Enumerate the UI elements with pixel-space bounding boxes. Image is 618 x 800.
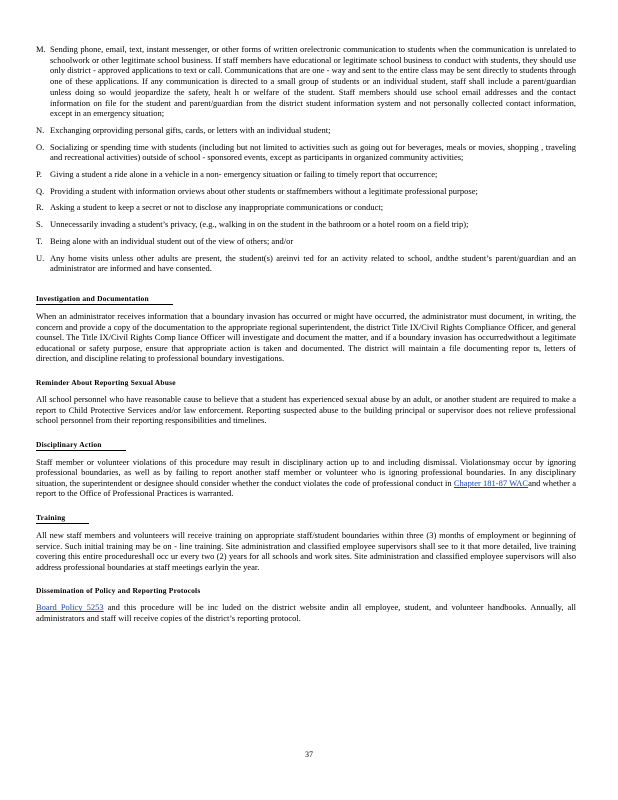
list-item-u bbox=[36, 253, 576, 274]
disciplinary-text-before: Staff member or volunteer violations of this procedure may result in disciplinary action up to and including dismissal. Violationsmay occur by ignoring professional boundaries, as well as by failing to report another staff member or volunteer who is ignoring professional boundaries. In any disciplinary situation, the superintendent or designee should consider whether the conduct violates the code of professional conduct in bbox=[36, 456, 576, 488]
list-label: U. bbox=[36, 252, 45, 263]
wac-chapter-link[interactable]: Chapter 181-87 WAC bbox=[453, 477, 529, 488]
list-text: Sending phone, email, text, instant messenger, or other forms of written orelectronic communication to students when the communication is unrelated to schoolwork or other legitimate school business. If staff members have educational or legitimate school business to conduct with students, they should use only district - approved applications to text or call. Communications that are one - way and sent to the entire class may be sent directly to students through one of these applications. If any communication is directed to a small group of students or an individual student, staff shall include a parent/guardian unless doing so would jeopardize the safety, healt h or welfare of the student. Staff members should use school email addresses and the contact information on file for the student and parent/guardian from the district student information system and not personally collected contact information, except in an emergency situation; bbox=[50, 44, 576, 119]
section-text-investigation: When an administrator receives information that a boundary invasion has occurred or might have occurred, the administrator must document, in writing, the concern and provide a copy of the documentation to the appropriate regional superintendent, the district Title IX/Civil Rights Compliance Officer, and general counsel. The Title IX/Civil Rights Comp liance Officer will investigate and document the matter, and if a boundary invasion has occurredwithout a legitimate educational or safety purpose, ensure that appropriate action is taken and documented. The district will maintain a file documenting repor ts, letters of direction, and discipline relating to professional boundary investigations. bbox=[36, 310, 576, 364]
list-item-q bbox=[36, 186, 576, 197]
list-item-s bbox=[36, 219, 576, 230]
list-item-r bbox=[36, 202, 576, 213]
document-page bbox=[36, 44, 576, 624]
list-text: Being alone with an individual student out of the view of others; and/or bbox=[50, 235, 294, 246]
section-heading-investigation: Investigation and Documentation bbox=[36, 294, 173, 305]
section-heading-disciplinary: Disciplinary Action bbox=[36, 440, 126, 451]
list-item-t bbox=[36, 236, 576, 247]
list-item-n bbox=[36, 125, 576, 136]
list-text: Exchanging orproviding personal gifts, cards, or letters with an individual student; bbox=[50, 124, 331, 135]
board-policy-link[interactable]: Board Policy 5253 bbox=[36, 602, 104, 613]
list-text: Giving a student a ride alone in a vehicle in a non- emergency situation or failing to timely report that occurrence; bbox=[50, 169, 438, 180]
list-text: Any home visits unless other adults are present, the student(s) areinvi ted for an activity related to school, andthe student’s parent/guardian and an administrator are informed and have consented. bbox=[50, 252, 576, 274]
section-text-reminder: All school personnel who have reasonable cause to believe that a student has experienced sexual abuse by an adult, or another student are required to make a report to Child Protective Services and/or law enforcement. Reporting suspected abuse to the building principal or supervisor does not relieve professional school personnel from their reporting responsibilities and timelines. bbox=[36, 393, 576, 426]
section-heading-dissemination: Dissemination of Policy and Reporting Protocols bbox=[36, 586, 201, 596]
section-text-training: All new staff members and volunteers will receive training on appropriate staff/student boundaries within three (3) months of employment or beginning of service. Such initial training may be on - line training. Site administration and classified employee supervisors shall see to it that more detailed, live training covering this entire procedureshall occ ur every two (2) years for all schools and work sites. Site administration and classified employee supervisors will also address professional boundaries at staff meetings earlyin the year. bbox=[36, 530, 576, 572]
section-heading-reminder: Reminder About Reporting Sexual Abuse bbox=[36, 377, 176, 387]
list-label: T. bbox=[36, 235, 43, 246]
list-item-m bbox=[36, 44, 576, 119]
list-text: Asking a student to keep a secret or not to disclose any inappropriate communications or conduct; bbox=[50, 202, 384, 213]
list-label: O. bbox=[36, 141, 45, 152]
list-label: P. bbox=[36, 169, 42, 180]
list-label: R. bbox=[36, 202, 44, 213]
list-item-p bbox=[36, 169, 576, 180]
list-label: S. bbox=[36, 219, 43, 230]
list-label: Q. bbox=[36, 185, 45, 196]
page-number: 37 bbox=[305, 750, 313, 759]
section-text-disciplinary bbox=[36, 457, 576, 499]
disciplinary-text-after: and whether a report to the Office of Professional Practices is warranted. bbox=[36, 477, 576, 499]
section-text-dissemination bbox=[36, 602, 576, 623]
list-text: Providing a student with information orviews about other students or staffmembers without a legitimate professional purpose; bbox=[50, 185, 478, 196]
list-label: N. bbox=[36, 124, 45, 135]
dissemination-text: and this procedure will be inc luded on the district website andin all employee, student, and volunteer handbooks. Annually, all administrators and staff will receive copies of the district’s reporting protocol. bbox=[36, 602, 576, 624]
list-text: Socializing or spending time with students (including but not limited to activities such as going out for beverages, meals or movies, shopping , traveling and recreational activities) outside of school - sponsored events, except as participants in organized community activities; bbox=[50, 141, 576, 163]
list-item-o bbox=[36, 142, 576, 163]
list-text: Unnecessarily invading a student’s privacy, (e.g., walking in on the student in the bathroom or a hotel room on a field trip); bbox=[50, 219, 469, 230]
section-heading-training: Training bbox=[36, 513, 89, 524]
list-label: M. bbox=[36, 44, 46, 54]
